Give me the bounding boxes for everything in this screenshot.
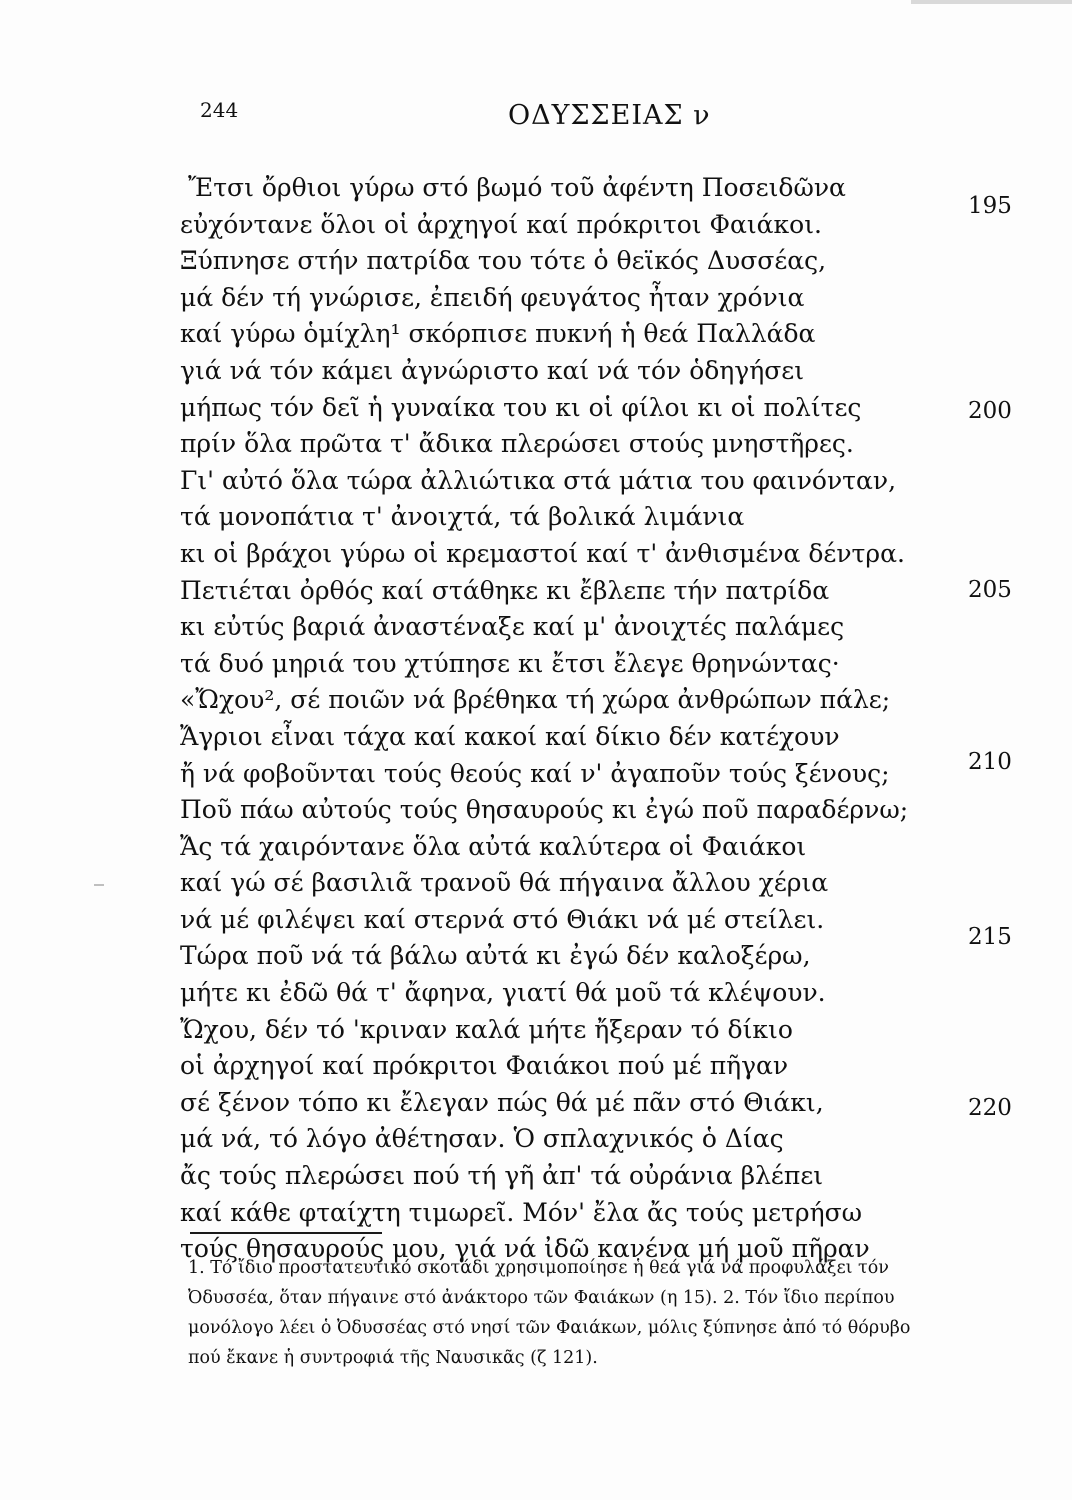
line-number-210: 210: [968, 749, 1012, 775]
verse-line: Ἔτσι ὄρθιοι γύρω στό βωμό τοῦ ἀφέντη Ποσειδῶνα: [188, 173, 846, 202]
verse-line: τά μονοπάτια τ' ἀνοιχτά, τά βολικά λιμάνια: [180, 502, 745, 532]
line-number-200: 200: [968, 398, 1012, 424]
verse-line: οἱ ἀρχηγοί καί πρόκριτοι Φαιάκοι πού μέ πῆγαν: [180, 1051, 789, 1081]
line-number-215: 215: [968, 924, 1012, 950]
verse-line: μά νά, τό λόγο ἀθέτησαν. Ὁ σπλαχνικός ὁ Δίας: [180, 1124, 784, 1154]
verse-line: καί κάθε φταίχτη τιμωρεῖ. Μόν' ἔλα ἄς τούς μετρήσω: [180, 1197, 863, 1227]
verse-line: εὐχόντανε ὅλοι οἱ ἀρχηγοί καί πρόκριτοι Φαιάκοι.: [180, 209, 822, 239]
scan-speck: [94, 884, 104, 886]
verse-line: «Ὤχου², σέ ποιῶν νά βρέθηκα τή χώρα ἀνθρώπων πάλε;: [180, 685, 891, 715]
line-number-195: 195: [968, 193, 1012, 219]
verse-line: πρίν ὅλα πρῶτα τ' ἄδικα πλερώσει στούς μνηστῆρες.: [180, 429, 854, 459]
verse-line: γιά νά τόν κάμει ἀγνώριστο καί νά τόν ὁδηγήσει: [180, 355, 805, 385]
verse-line: καί γώ σέ βασιλιᾶ τρανοῦ θά πήγαινα ἄλλου χέρια: [180, 868, 829, 898]
verse-line: ἤ νά φοβοῦνται τούς θεούς καί ν' ἀγαποῦν τούς ξένους;: [180, 758, 890, 788]
verse-line: τά δυό μηριά του χτύπησε κι ἔτσι ἔλεγε θρηνώντας·: [180, 648, 840, 678]
verse-line: τούς θησαυρούς μου, γιά νά ἰδῶ κανένα μή μοῦ πῆραν: [180, 1234, 870, 1264]
page-edge: [0, 0, 1072, 4]
line-number-205: 205: [968, 577, 1012, 603]
footnote-line: 1. Τό ἴδιο προστατευτικό σκοτάδι χρησιμοποίησε ἡ θεά γιά νά προφυλάξει τόν: [188, 1258, 889, 1278]
running-head: ΟΔΥΣΣΕΙΑΣ ν: [508, 100, 711, 131]
verse-line: μά δέν τή γνώρισε, ἐπειδή φευγάτος ἦταν χρόνια: [180, 282, 805, 312]
verse-line: Τώρα ποῦ νά τά βάλω αὐτά κι ἐγώ δέν καλοξέρω,: [180, 941, 811, 971]
footnote-divider: [190, 1232, 382, 1234]
verse-line: μήτε κι ἐδῶ θά τ' ἄφηνα, γιατί θά μοῦ τά κλέψουν.: [180, 978, 826, 1008]
footnote-line: πού ἔκανε ἡ συντροφιά τῆς Ναυσικᾶς (ζ 121).: [188, 1348, 598, 1368]
verse-line: σέ ξένον τόπο κι ἔλεγαν πώς θά μέ πᾶν στό Θιάκι,: [180, 1087, 824, 1117]
verse-list: [180, 170, 908, 1268]
verse-line: καί γύρω ὁμίχλη¹ σκόρπισε πυκνή ἡ θεά Παλλάδα: [180, 319, 816, 349]
verse-line: κι οἱ βράχοι γύρω οἱ κρεμαστοί καί τ' ἀνθισμένα δέντρα.: [180, 538, 905, 568]
line-number-220: 220: [968, 1095, 1012, 1121]
verse-line: Γι' αὐτό ὅλα τώρα ἀλλιώτικα στά μάτια του φαινόνταν,: [180, 465, 897, 495]
footnote-line: μονόλογο λέει ὁ Ὀδυσσέας στό νησί τῶν Φαιάκων, μόλις ξύπνησε ἀπό τό θόρυβο: [188, 1318, 911, 1338]
verse-line: κι εὐτύς βαριά ἀναστέναξε καί μ' ἀνοιχτές παλάμες: [180, 612, 845, 642]
verse-line: Ποῦ πάω αὐτούς τούς θησαυρούς κι ἐγώ ποῦ παραδέρνω;: [180, 795, 909, 825]
footnote-line: Ὀδυσσέα, ὅταν πήγαινε στό ἀνάκτορο τῶν Φαιάκων (η 15). 2. Τόν ἴδιο περίπου: [188, 1288, 895, 1308]
verse-line: Ἄς τά χαιρόντανε ὅλα αὐτά καλύτερα οἱ Φαιάκοι: [180, 831, 807, 861]
verse-line: Πετιέται ὀρθός καί στάθηκε κι ἔβλεπε τήν πατρίδα: [180, 575, 830, 605]
verse-line: ἄς τούς πλερώσει πού τή γῆ ἀπ' τά οὐράνια βλέπει: [180, 1161, 824, 1191]
footnotes: [188, 1253, 1018, 1373]
verse-line: μήπως τόν δεῖ ἡ γυναίκα του κι οἱ φίλοι κι οἱ πολίτες: [180, 392, 862, 422]
verse-line: Ἄγριοι εἶναι τάχα καί κακοί καί δίκιο δέν κατέχουν: [180, 721, 840, 751]
verse-line: νά μέ φιλέψει καί στερνά στό Θιάκι νά μέ στείλει.: [180, 904, 825, 934]
verse-line: Ξύπνησε στήν πατρίδα του τότε ὁ θεϊκός Δυσσέας,: [180, 246, 827, 276]
verse-line: Ὤχου, δέν τό 'κριναν καλά μήτε ἤξεραν τό δίκιο: [180, 1014, 793, 1044]
page-number: 244: [200, 98, 239, 122]
